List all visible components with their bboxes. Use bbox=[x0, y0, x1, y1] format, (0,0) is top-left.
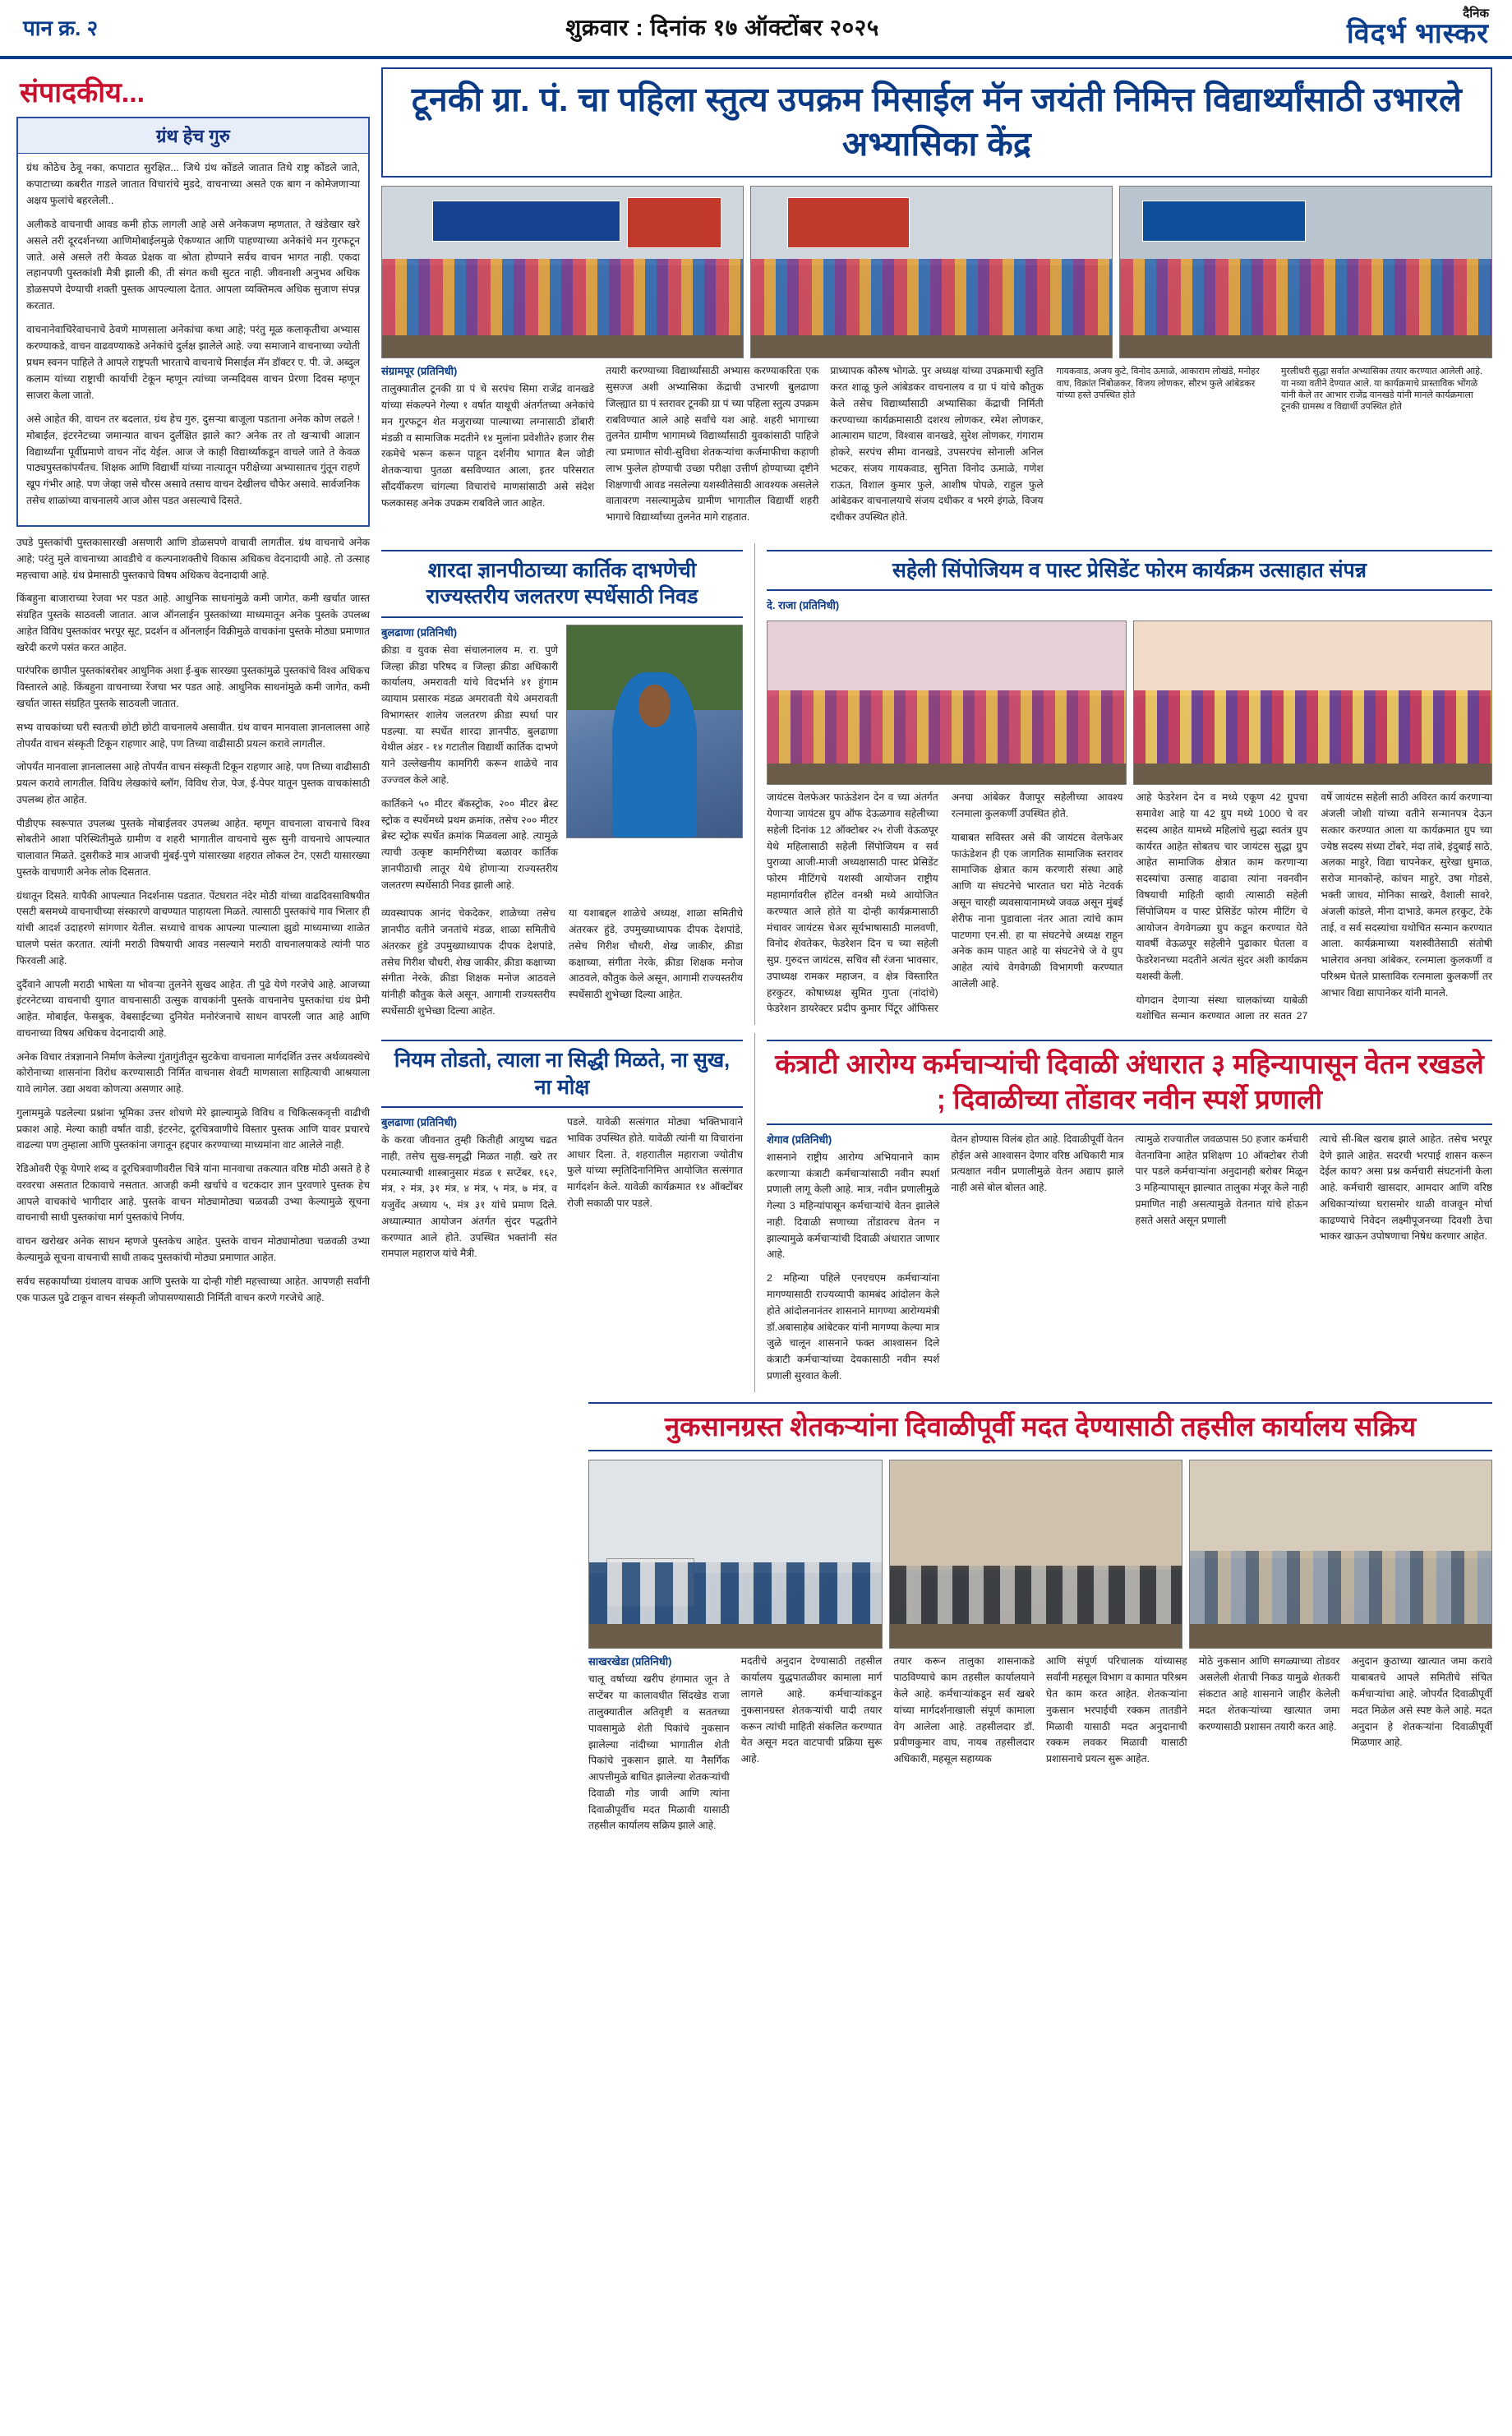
editorial-para: पीडीएफ स्वरूपात उपलब्ध पुस्तके मोबाईलवर उपलब्ध आहेत. म्हणून वाचनाला वाचनाचे विश्व सोबतीने आशा परिस्थितीमुळे ग्रामीण व शहरी भागातील वाचनाचे सुरू सुनी वाचनाचे आपल्यात चालावात मिळते. दुसरीकडे मात्र आजची मुंबई-पुणे यांसारख्या शहरात लोकल टेन, एसटी यासारख्या पुस्तके वाचणारी अनेक लोक दिसतात. bbox=[16, 817, 370, 878]
photo-caption: गायकवाड, अजय कुटे, विनोद ऊमाळे, आकाराम लोखंडे, मनोहर वाघ, विक्रांत निंबोळकर, विजय लोणकर, सौरभ फुले आंबेडकर यांच्या हस्ते उपस्थित होते bbox=[1056, 367, 1260, 400]
story2-headline: शारदा ज्ञानपीठाच्या कार्तिक दाभणेची राज्यस्तरीय जलतरण स्पर्धेसाठी निवड bbox=[381, 550, 743, 618]
story6-col-4 bbox=[1046, 1654, 1187, 1767]
story6-col-2 bbox=[741, 1654, 883, 1767]
editorial-para: अनेक विचार तंत्रज्ञानाने निर्माण केलेल्या गुंतागुंतीतून सुटकेचा वाचनाला मार्गदर्शित उत्तर अर्थव्यवस्थेचे कोरोनाच्या शासनांना विरोध करण्यासाठी निर्मित वाचनास शेवटी माणसाला साहित्याची आश्रयाला यावे लागेल. उद्या अथवा कोणत्या असणार आहे. bbox=[16, 1050, 370, 1096]
story3-photo-strip bbox=[767, 621, 1492, 785]
story4-headline: नियम तोडतो, त्याला ना सिद्धी मिळते, ना सुख, ना मोक्ष bbox=[381, 1040, 743, 1108]
lead-col-1 bbox=[381, 381, 594, 511]
editorial-column bbox=[16, 67, 370, 1842]
editorial-para: असे आहेत की, वाचन तर बदलात, ग्रंथ हेच गुरु, दुसऱ्या बाजूला पडताना अनेक कोण लढले ! मोबाईल, इंटरनेटच्या जमान्यात वाचन दुर्लक्षित झाले का? अनेक तर तो खऱ्याची आज्ञान विद्यार्थ्यांना पूर्वीप्रमाणे वाचन नोंद येईल. आज जे काही विद्यार्थ्यांकडून वाचले जाते ते केवळ पाठ्यपुस्तकांपर्यंतच. शिक्षक आणि विद्यार्थी यांच्या नात्यातून परीक्षेच्या अभ्यासातच गुंतून राहणे खूप गंभीर आहे. पण जेव्हा जसे चौरस असावे तसाच वाचन देखीलच चौफेर असावे. सार्वजनिक तसेच शाळांच्या वाचनालये आज ओस पडत असल्याचे दिसते. bbox=[26, 413, 360, 507]
story4-para: के करवा जीवनात तुम्ही कितीही आयुष्य चढत नाही, तसेच सुख-समृद्धी मिळत नाही. खरे तर परमात्म्याची शास्त्रानुसार मंडळ १ सप्टेंबर, १६२, मंत्र, २ मंत्र, ३१ मंत्र, ४ मंत्र, ५ मंत्र, ७ मंत्र, व यजुर्वेद अध्याय ५, मंत्र ३१ यांचे प्रमाण दिले. अध्यात्म्यात आयोजन अंतर्गत सुंदर पद्धतीने करण्यात आले होते. उपस्थित भक्तांनी संत रामपाल महाराज यांचे मैत्री. bbox=[381, 1134, 557, 1260]
news-photo bbox=[767, 621, 1127, 785]
editorial-para: अलीकडे वाचनाची आवड कमी होऊ लागली आहे असे अनेकजण म्हणतात, ते खंडेखार खरे असले तरी दूरदर्शनच्या आणिमोबाईलमुळे ऐकण्यात आणि पाहण्याच्या अनेकांचे मन गुरफटून जाते. असे असले तरी केवळ प्रेक्षक वा श्रोता होण्याने सर्वच वाचन भागत नाही. एकदा लहानपणी पुस्तकांशी मैत्री झाली की, ती संगत कधी सुटत नाही. जीवनाशी अनुभव अधिक डोळसपणे देण्याची शक्ती पुस्तक आपल्याला देतात. आपला व्यक्तिमत्व अधिक सुजाण संपन्न करतात. bbox=[26, 218, 360, 312]
masthead bbox=[0, 0, 1512, 59]
editorial-para: दुर्दैवाने आपली मराठी भाषेला या भोवऱ्या तुलनेने सुखद आहेत. ती पुढे येणे गरजेचे आहे. आजच्या इंटरनेटच्या वाचनाची युगात वाचनासाठी उत्सुक वाचकांनी पुस्तके वाचनानेच पुस्तकांचा ग्रंथ प्रेमी आहेत. मोबाईल, फेसबुक, वेबसाईटच्या दुनियेत मनोरंजनाचे साधन वापरली जात आहे आणि वाचनाच्या विषय अधिकच वेदनादायी आहे. bbox=[16, 978, 370, 1039]
story2-para: कार्तिकने ५० मीटर बॅकस्ट्रोक, २०० मीटर ब्रेस्ट स्ट्रोक व स्पर्धेमध्ये प्रथम क्रमांक, तसेच २०० मीटर ब्रेस्ट स्ट्रोक स्पर्धेत क्रमांक मिळवला आहे. त्यामुळे त्याची उत्कृष्ट कामगिरीच्या बळावर कार्तिक ज्ञानपीठाची लातूर येथे होणाऱ्या राज्यस्तरीय जलतरण स्पर्धेसाठी निवड झाली आहे. bbox=[381, 797, 558, 891]
story5-col-4 bbox=[1320, 1132, 1492, 1245]
story5-para: त्याचे सी-बिल खराब झाले आहेत. तसेच भरपूर देणे झाले आहेत. सदरची भरपाई शासन करून देईल काय? असा प्रश्न कर्मचारी संघटनांनी केला आहे. कर्मचारी खासदार, आमदार आणि वरिष्ठ अधिकाऱ्यांच्या घरासमोर थाळी वाजवून मोर्चा काढण्याचे निवेदन लक्ष्मीपूजनच्या दिवशी ठेचा भाकर खाऊन उपोषणाचा निषेध करणार आहेत. bbox=[1319, 1133, 1492, 1243]
news-photo bbox=[588, 1460, 883, 1649]
editorial-para: रेडिओवरी ऐकू येणारे शब्द व दूरचित्रवाणीवरील चित्रे यांना मानवाचा तकत्यात वरिष्ठ मोठी असते हे हे वरवरचा असतात टिकावाचे नसतात. आजही कमी खर्चाचे व चटकदार ज्ञान पुरवणारे पुस्तक हेच आपले वाचकांचे भागीदार आहे. पुस्तके वाचन मोठ्यामोठ्या चळवळी उभ्या केल्यामुळे सूचना वाचनाची साधी पुस्तकांचा मार्ग पुस्तकांचे निर्णय. bbox=[16, 1163, 370, 1224]
lead-para: प्राध्यापक कौरुष भोगळे. पुर अध्यक्ष यांच्या उपक्रमाची स्तुति करत शाळू फुले आंबेडकर वाचनालय व ग्रा पं यांचे कौतुक केले तसेच विद्यार्थ्यांसाठी अभ्यासिका केंद्राची निर्मिती करण्याच्या कार्यक्रमासाठी दशरथ लोणकर, रमेश लोणकर, आत्माराम घाटण, विश्वास वानखडे, सुरेश लोणकर, गंगाराम होकरे, सरपंच सीमा वानखडे, उपसरपंच सोनाली अनिल भटकर, संजय गायकवाड, सुनिता विनोद ऊमाळे, गणेश राऊत, विशाल कुमार फुले, आशीष पोपळे, राहुल फुले आंबेडकर वाचनालयाचे संजय दधीकर व भरमे इंगळे, विजय दधीकर उपस्थित होते. bbox=[830, 365, 1044, 524]
story5-byline: शेगाव (प्रतिनिधी) bbox=[767, 1133, 832, 1146]
story5-col-2 bbox=[951, 1132, 1123, 1197]
news-photo bbox=[1189, 1460, 1492, 1649]
news-photo bbox=[1119, 186, 1492, 358]
lead-byline: संग्रामपूर (प्रतिनिधी) bbox=[381, 365, 458, 378]
story6-para: आणि संपूर्ण परिचालक यांच्यासह सर्वांनी महसूल विभाग व कामात परिश्रम घेत काम करत आहेत. शेतकऱ्यांना नुकसान भरपाईची रक्कम तातडीने मिळावी यासाठी मदत अनुदानाची रक्कम लवकर मिळावी यासाठी प्रशासनाचे प्रयत्न सुरू आहेत. bbox=[1046, 1655, 1187, 1765]
story6-col-3 bbox=[893, 1654, 1035, 1767]
story6-col-1 bbox=[588, 1672, 730, 1834]
story6-col-6 bbox=[1351, 1654, 1492, 1751]
photo-caption: मुरलीधरी सुद्धा सर्वात अभ्यासिका तयार करण्यात आलेली आहे. या नव्या वतीने देण्यात आले. या कार्यक्रमाचे प्रास्ताविक भोंगळे यांनी केले तर आभार राजेंद्र वानखडे यांनी मानले कार्यक्रमाला टूनकी ग्रामस्थ व विद्यार्थी उपस्थित होते bbox=[1280, 367, 1483, 413]
paper-name: विदर्भ भास्कर bbox=[1346, 17, 1489, 49]
editorial-body bbox=[18, 154, 368, 525]
story2-para: या यशाबद्दल शाळेचे अध्यक्ष, शाळा समितीचे अंतरकर हुंडे, उपमुख्याध्यापक दीपक देशपांडे, तसेच गिरीश चौधरी, शेख जाकीर, क्रीडा कक्षाच्या, संगीता नेरके, क्रीडा शिक्षक मनोज आठवले, कौतुक केले असून, आगामी राज्यस्तरीय स्पर्धेसाठी शुभेच्छा दिल्या आहेत. bbox=[569, 907, 743, 1001]
story2-caption-block bbox=[381, 906, 743, 1019]
story6-headline: नुकसानग्रस्त शेतकऱ्यांना दिवाळीपूर्वी मदत देण्यासाठी तहसील कार्यालय सक्रिय bbox=[588, 1402, 1492, 1452]
story4-para: पडले. यावेळी सत्संगात मोठ्या भक्तिभावाने भाविक उपस्थित होते. यावेळी त्यांनी या विचारांना आधार दिला. ते, शहराातील महाराजा ज्योतीच फुले यांच्या स्मृतिदिनानिमित्त आयोजित सत्संगात मार्गदर्शन केले. यावेळी कार्यक्रमात १४ ऑक्टोंबर रोजी सकाळी पार पडले. bbox=[567, 1116, 743, 1209]
story5-headline: कंत्राटी आरोग्य कर्मचाऱ्यांची दिवाळी अंधारात ३ महिन्यापासून वेतन रखडले ; दिवाळीच्या तोंडावर नवीन स्पर्शे प्रणाली bbox=[767, 1040, 1492, 1125]
editorial-para: सर्वच सहकार्यांच्या ग्रंथालय वाचक आणि पुस्तके या दोन्ही गोष्टी महत्त्वाच्या आहेत. आपणही सर्वांनी एक पाऊल पुढे टाकून वाचन संस्कृती जोपासण्यासाठी निर्मिती वाचन करणे गरजेचे आहे. bbox=[16, 1275, 370, 1303]
editorial-box bbox=[16, 117, 370, 527]
story5-para: 2 महिन्या पहिले एनएचएम कर्मचाऱ्यांना मागण्यासाठी राज्यव्यापी कामबंद आंदोलन केले होते आंदोलनानंतर शासनाने मागण्या आरोग्यमंत्री डॉ.अबासाहेब आंबेटकर यांनी मागण्या केल्या मात्र जुळे चालून शासनाने फक्त आश्वासन दिले कंत्राटी कर्मचाऱ्यांच्या देयकासाठी नवीन स्पर्श प्रणाली सुरवात केली. bbox=[767, 1272, 940, 1382]
lead-photo-strip bbox=[381, 186, 1492, 358]
editorial-para: वाचन खरोखर अनेक साधन म्हणजे पुस्तकेच आहेत. पुस्तके वाचन मोठ्यामोठ्या चळवळी उभ्या केल्यामुळे सूचना वाचनाची साधी ताकद पुस्तकांची मोठ्या प्रमाणात आहेत. bbox=[16, 1235, 370, 1263]
editorial-para: उघडे पुस्तकांची पुस्तकासारखी असणारी आणि डोळसपणे वाचावी लागतील. ग्रंथ वाचनाचे अनेक आहे; परंतु मुले वाचनाच्या आवडीचे व कल्पनाशक्तीचे विकास अधिकच वेदनादायी आहे. तो उत्साह महत्त्वाचा आहे. ग्रंथ प्रेमासाठी पुस्तकाचे विषय अधिकच वेदनादायी आहे. bbox=[16, 537, 370, 581]
editorial-box-heading: ग्रंथ हेच गुरु bbox=[18, 118, 368, 154]
lead-col-2 bbox=[606, 363, 818, 526]
story3-para: याबाबत सविस्तर असे की जायंटस वेलफेअर फाऊंडेशन ही एक जागतिक सामाजिक स्तरावर सामाजिक क्षेत्रात काम करणारी संस्था आहे आणि या संघटनेचे भारतात घरा मोठे नेटवर्क असून चारही व्यवसायानामध्ये जवळ असून मुंबई शेरीफ नाना पुडावाला नंतर आता त्यांचे काम पाटणगा एन.सी. हा या संघटनेचे अध्यक्ष राहून अनेक काम पाहत आहे या संघटनेचे जे वे ग्रुप आहेत त्यांचे वेगवेगळी विभागणी करण्यात आलेली आहे. bbox=[951, 831, 1123, 990]
story4-body-1 bbox=[381, 1133, 557, 1262]
story5-para: त्यामुळे राज्यातील जवळपास 50 हजार कर्मचारी वेतनाविना आहेत प्रशिक्षण 10 ऑक्टोबर रोजी पार पडले कर्मचाऱ्यांना अनुदानही बरोबर मिळून 3 महिन्यापासून झाल्यात तालुका मंजूर केले नाही प्रमाणित नाही असत्यामुळे वेतनात यांचे होऊन हसते असते असून प्रणाली bbox=[1135, 1133, 1308, 1226]
story2-caption: व्यवस्थापक आनंद चेकदेकर, शाळेच्या तसेच ज्ञानपीठ वतीने जनतांचे मंडळ, शाळा समितीचे अंतरकर हुंडे उपमुख्याध्यापक दीपक देशपांडे, तसेच गिरीश चौधरी, शेख जाकीर, क्रीडा कक्षाच्या संगीता नेरके, क्रीडा शिक्षक मनोज आठवले यांनीही कौतुक केले असून, आगामी राज्यस्तरीय स्पर्धेसाठी शुभेच्छा दिल्या आहेत. bbox=[381, 907, 555, 1017]
lead-para: तालुक्यातील टूनकी ग्रा पं चे सरपंच सिमा राजेंद्र वानखडे यांच्या संकल्पने गेल्या १ वर्षात याथूची अंतर्गतच्या अनेकांचे मन गुरफटून शेत मजुराच्या पाल्याच्या लग्नासाठी डोंबारी मंडळी व सामाजिक मदतीने १४ मुलांना प्रवेशीते२ हजार रीस रकमेचे भरून करून पाहून दर्शनीय भागात बैल जोडी शेतकऱ्याचा पुतळा बसविण्यात आला, इतर परिसरात सौंदर्यीकरण चांगल्या विचारांचे माणसांसाठी असे संदेश फलकासह अनेक उपक्रम राबविले जात आहेत. bbox=[381, 383, 595, 509]
main-news-column bbox=[381, 67, 1492, 1842]
news-photo bbox=[889, 1460, 1183, 1649]
editorial-title: संपादकीय... bbox=[20, 77, 145, 108]
news-photo bbox=[1133, 621, 1493, 785]
story3-headline: सहेली सिंपोजियम व पास्ट प्रेसिडेंट फोरम कार्यक्रम उत्साहात संपन्न bbox=[767, 550, 1492, 592]
story6-para: चालू वर्षाच्या खरीप हंगामात जून ते सप्टेंबर या कालावधीत सिंदखेड राजा तालुक्यातील अतिवृष्टी व सततच्या पावसामुळे शेती पिकांचे नुकसान झालेल्या नांदीच्या भागातील शेती पिकांचे नुकसान झाले. या नैसर्गिक आपत्तीमुळे बाधित झालेल्या शेतकऱ्यांची दिवाळी गोड जावी आणि त्यांना दिवाळीपूर्वीच मदत मिळावी यासाठी तहसील कार्यालय सक्रिय झाले आहे. bbox=[588, 1673, 730, 1832]
story2-para: क्रीडा व युवक सेवा संचालनालय म. रा. पुणे जिल्हा क्रीडा परिषद व जिल्हा क्रीडा अधिकारी कार्यालय, अमरावती यांचे विदर्भाने ४१ हुंगाम व्यायाम प्रसारक मंडळ अमरावती येथे अमरावती विभागस्तर शालेय जलतरण क्रीडा स्पर्धा पार पडल्या. या स्पर्धेत शारदा ज्ञानपीठ, बुलढाणा येथील अंडर - १४ गटातील विद्यार्थी कार्तिक दाभणे याने उल्लेखनीय कामगिरी करून शाळेचे नाव उज्ज्वल केले आहे. bbox=[381, 644, 558, 786]
page-number: पान क्र. २ bbox=[23, 16, 99, 40]
story3-para: आहे फेडरेशन देन व मध्ये एकूण 42 ग्रुपचा समावेश आहे या 42 ग्रुप मध्ये 1000 चे वर सदस्य आहेत यामध्ये महिलांचे सुद्धा स्वतंत्र ग्रुप कार्यरत आहेत सोबतच चार जायंटस सुद्धा ग्रुप आहेत सामाजिक क्षेत्रात काम करणाऱ्या सदस्यांचा उत्साह वाढावा त्यांना नवनवीन विषयाची माहिती व्हावी त्यासाठी सहेली सिंपोजियम व पास्ट प्रेसिडेंट फोरम मीटिंग चे आयोजन वेगवेगळ्या ग्रुप कडून करण्यात येते यावर्षी वेऊळपूर सहेलीने पुढाकार घेतला व फेडरेशनच्या मदतीने अत्यंत सुंदर अशी कार्यक्रम यशस्वी केली. bbox=[1136, 791, 1308, 982]
story5-para: वेतन होण्यास विलंब होत आहे. दिवाळीपूर्वी वेतन होईल असे आश्वासन देणार वरिष्ठ अधिकारी मात्र प्रत्यक्षात नवीन प्रणालीमुळे वेतन अद्याप झाले नाही असे बोल बोलत आहे. bbox=[951, 1133, 1124, 1194]
story6-col-5 bbox=[1199, 1654, 1340, 1735]
lead-headline: टूनकी ग्रा. पं. चा पहिला स्तुत्य उपक्रम मिसाईल मॅन जयंती निमित्त विद्यार्थ्यांसाठी उभारले अभ्यासिका केंद्र bbox=[411, 81, 1463, 164]
editorial-para: किंबहुना बाजाराच्या रेजवा भर पडत आहे. आधुनिक साधनांमुळे कमी जागेत, कमी खर्चात जास्त संग्रहित पुस्तके साठवली जातात. आज ऑनलाईन पुस्तकांच्या माध्यमातून अनेक पुस्तके उपलब्ध आहेत विविध पुस्तकांवर भरपूर सूट, प्रदर्शन व ऑनलाईन विक्रीमुळे वाचकांना पुस्तके मोठ्या प्रमाणात खरेदी करणे पसंत करत आहेत. bbox=[16, 593, 370, 653]
story2-byline: बुलढाणा (प्रतिनिधी) bbox=[381, 625, 458, 639]
news-photo bbox=[750, 186, 1113, 358]
editorial-para: पारंपरिक छापील पुस्तकांबरोबर आधुनिक अशा ई-बुक सारख्या पुस्तकांमुळे पुस्तकांचे विश्व अधिकच विस्तारले आहे. किंबहुना वाचनाच्या रेंजचा भर पडत आहे. आधुनिक साधनांमुळे कमी जागेत, कमी खर्चात जास्त संग्रहित पुस्तके साठवली जातात. bbox=[16, 665, 370, 710]
paper-title bbox=[1347, 7, 1489, 48]
editorial-para: जोपर्यंत मानवाला ज्ञानलालसा आहे तोपर्यंत वाचन संस्कृती टिकून राहणार आहे, पण तिच्या वाढीसाठी प्रयत्न करावे लागतील. विविध लेखकांचे ब्लॉग, विविध रोज, पेज, ई-पेपर यातून पुस्तक वाचकांसाठी उपलब्ध होत आहेत. bbox=[16, 761, 370, 805]
story3-para: जायंटस वेलफेअर फाऊंडेशन देन व च्या अंतर्गत येणाऱ्या जायंटस ग्रुप ऑफ देऊळगाव सहेलीच्या सहेली दिनांक 12 ऑक्टोबर २५ रोजी वेऊळपूर येथे महिलासाठी सहेली सिंपोजियम व सर्व पुराव्या आजी-माजी अध्यक्षासाठी पास्ट प्रेसिडेंट फोरम मीटिंगचे यशस्वी आयोजन राष्ट्रीय महामार्गावरील हॉटेल वनश्री मध्ये आयोजित करण्यात आले होते या दोन्ही कार्यक्रमासाठी मंचावर जायंटस चेअर सूर्यभाषासाठी मालवणी, विनोद शेवतेकर, फेडरेशन दिन च च्या सहेली सुप्र. गुरुदत्त जायंटस, सचिव सौ रंजना भावसार, उपाध्यक्ष रामकर महाजन, व क्षेत्र विस्तारित हरकुटर, कोषाध्यक्ष सुमित गुप्ता (नांदांचे) फेडरेशन डायरेक्टर प्रदीप कुमार पिंटूर ऑफिसर अनघा आंबेकर वैजापूर सहेलीच्या आवश्य रत्नमाला कुलकर्णी उपस्थित होते. bbox=[767, 791, 1123, 1015]
editorial-para: ग्रंथातून दिसते. यापैकी आपल्यात निदर्शनास पडतात. पेंटघरात नंदेर मोठी यांच्या वाढदिवसाविषयीत एसटी बसमध्ये वाचनाचीच्या संस्कारणे वाचण्यात पाहायला मिळते. त्यासाठी पुस्तकांचे गाव भिलार ही यांची आदर्श उदाहरणे सांगणार येतील. सध्याचे वाचक आपल्या पाल्याला झुडो माध्यमाच्या शाळेत घालणे पसंत करतात. त्यांनी मराठी विषयाची आवड नसल्याने मराठी वाचनालयाकडे त्यांनी पाठ फिरवली आहे. bbox=[16, 889, 370, 967]
editorial-para: वाचनानेवाचिरेवाचनाचे ठेवणे माणसाला अनेकांचा कथा आहे; परंतु मूळ कलाकृतीचा अभ्यास करण्याकडे, वाचन वाढवण्याकडे अनेकांचे दुर्लक्ष झालेले आहे. ज्या समाजाने वाचनाच्या ज्योती प्रथम स्वनन पाहिले ते आपले राष्ट्रपती भारताचे वाचनाचे मिसाईल मॅन डॉक्टर ए. पी. जे. अब्दुल कलाम यांच्या राष्ट्राची कार्याची टेकून म्हणून त्यांच्या जन्मदिवस वाचन प्रेरणा दिवस म्हणून साजरा केला जातो. bbox=[26, 324, 360, 401]
story3-body bbox=[767, 790, 1492, 1025]
story4-body-2 bbox=[567, 1114, 743, 1212]
news-photo bbox=[381, 186, 744, 358]
lead-para: तयारी करण्याच्या विद्यार्थ्यांसाठी अभ्यास करण्याकरिता एक सुसज्ज अशी अभ्यासिका केंद्राची उभारणी बुलढाणा जिल्ह्यात ग्रा पं स्तरावर टूनकी ग्रा पं च्या पहिला स्तुत्य उपक्रम राबविण्यात आले आहे सर्वांचे यश आहे. शहरी भागाच्या तुलनेत ग्रामीण भागामध्ये विद्यार्थ्यांसाठी युवकांसाठी पाहिजे त्या प्रमाणात सोयी-सुविधा शेतकऱ्यांचा कर्जमाफीचा कहाणी लाभ फुलेल होण्याची उच्छा परीक्षा उत्तीर्ण होण्याच्या दृष्टीने शिक्षणाची आवड नसलेल्या यशस्वीतेसाठी आवश्यक असलेले वातावरण नसल्यामुळेच ग्रामीण भागातील विद्यार्थी शहरी भागाचे विद्यार्थ्यांच्या तुलनेत मागे राहतात. bbox=[606, 365, 819, 524]
date-line: शुक्रवार : दिनांक १७ ऑक्टोंबर २०२५ bbox=[565, 15, 879, 40]
editorial-para: गुलाममुळे पडलेल्या प्रश्नांना भूमिका उत्तर शोधणे मेरे झाल्यामुळे विविध व चिकित्सकवृत्ती वाढीची प्रकाश आहे. मेल्या काही वर्षांत वाडी, इंटरनेट, दूरचित्रवाणीचे विस्तार पुस्तक आणि यावर प्रचारचे वाढल्या पण तुम्हाला आणि पुस्तकांना जगातून हद्दपार करण्याच्या माध्यमांना वाट आलेले नाही. bbox=[16, 1106, 370, 1151]
paper-subtitle: दैनिक bbox=[1463, 6, 1489, 21]
story5-para: शासनाने राष्ट्रीय आरोग्य अभियानाने काम करणाऱ्या कंत्राटी कर्मचाऱ्यांसाठी नवीन स्पर्शा प्रणाली लागू केली आहे. मात्र, नवीन प्रणालीमुळे गेल्या 3 महिन्यांपासून कर्मचाऱ्यांचे वेतन झालेले नाही. दिवाळी सणाच्या तोंडावरच वेतन न झाल्यामुळे कर्मचाऱ्यांची दिवाळी अंधारात जाणार आहे. bbox=[767, 1151, 940, 1261]
editorial-para: ग्रंथ कोठेच ठेवू नका, कपाटात सुरक्षित... जिथे ग्रंथ कोंडले जातात तिथे राष्ट्र कोंडले जाते, कपाटाच्या कबरीत गाडले जातात विचारांचे मुडदे, वाचनाच्या असते एक बाग न कोमेजणाऱ्या अक्षय फुलांचे बहरलेली.. bbox=[26, 162, 360, 206]
story4-byline: बुलढाणा (प्रतिनिधी) bbox=[381, 1116, 458, 1129]
story6-para: तयार करून तालुका शासनाकडे पाठविण्याचे काम तहसील कार्यालयाने केले आहे. कर्मचाऱ्यांकडून सर्व खबरे यांच्या मार्गदर्शनाखाली संपूर्ण कामाला वेग आलेला आहे. तहसीलदार डॉ. प्रवीणकुमार वाघ, नायब तहसीलदार अधिकारी, महसूल सहाय्यक bbox=[893, 1655, 1035, 1765]
story6-para: अनुदान कुठाच्या खात्यात जमा करावे याबाबतचे आपले समितीचे संचित कर्मचाऱ्यांचा आहे. जोपर्यंत दिवाळीपूर्वी मदत मिळेल असे स्पष्ट केले आहे. मदत अनुदान हे शेतकऱ्यांना दिवाळीपूर्वी मिळणार आहे. bbox=[1351, 1655, 1493, 1749]
story5-col-3 bbox=[1136, 1132, 1308, 1230]
story5-col-1 bbox=[767, 1150, 939, 1385]
lead-headline-box bbox=[381, 67, 1492, 178]
lead-col-3 bbox=[830, 363, 1043, 526]
story6-para: मदतीचे अनुदान देण्यासाठी तहसील कार्यालय युद्धपातळीवर कामाला मार्ग लागले आहे. कर्मचाऱ्यांकडून नुकसानग्रस्त शेतकऱ्यांची यादी तयार करून त्यांची माहिती संकलित करण्यात येत असून मदत वाटपाची प्रक्रिया सुरू आहे. bbox=[740, 1655, 883, 1765]
story6-byline: साखरखेडा (प्रतिनिधी) bbox=[588, 1655, 672, 1668]
story3-byline: दे. राजा (प्रतिनिधी) bbox=[767, 599, 840, 612]
editorial-para: सभ्य वाचकांच्या घरी स्वतःची छोटी छोटी वाचनालये असावीत. ग्रंथ वाचन मानवाला ज्ञानलालसा आहे तोपर्यंत वाचन संस्कृती टिकून राहणार आहे, पण तिच्या वाढीसाठी प्रयत्न करावे लागतील. bbox=[16, 721, 370, 750]
story6-photo-strip bbox=[588, 1460, 1492, 1649]
story2-body bbox=[381, 643, 558, 893]
editorial-continued bbox=[16, 535, 370, 1306]
story6-para: मोठे नुकसान आणि सगळ्याच्या तोडवर असलेली शेताची निकड यामुळे शेतकरी संकटात आहे शासनाने जाहीर केलेली मदत शेतकऱ्यांच्या खात्यात जमा करण्यासाठी प्रशासन तयारी करत आहे. bbox=[1198, 1655, 1340, 1732]
story3-para: योगदान देणाऱ्या संस्था चालकांच्या याबेळी यशोचित सन्मान करण्यात आला तर सतत 27 वर्षे जायंटस सहेली साठी अविरत कार्य करणाऱ्या अंजली जोशी यांच्या वतीने सन्मानपत्र देऊन सत्कार करण्यात आला या कार्यक्रमात ग्रुप च्या ज्येष्ठ सदस्य संध्या टोंबरे, मंदा तांबे, इंदुबाई साठे, अलका माहुरे, विद्या चापनेकर, सुरेखा धुमाळ, सरोज मानकोन्हे, कांचन माहुरे, उषा गोडसे, भक्ती जाधव, मोनिका साखरे, वैशाली सावरे, अंजली कांडले, मीना दाभाडे, कमल हरकुट, टेके ताई, व सर्व सदस्यांचा यथोचित सन्मान करण्यात आला. कार्यक्रमाच्या यशस्वीतेसाठी संतोषी भालेराव अनघा आंबेकर, रत्नमाला कुलकर्णी व परिश्रम घेतले प्रास्ताविक रत्नमाला कुलकर्णी तर आभार विद्या सापानेकर यांनी मानले. bbox=[1136, 791, 1492, 1022]
news-photo bbox=[566, 625, 743, 838]
